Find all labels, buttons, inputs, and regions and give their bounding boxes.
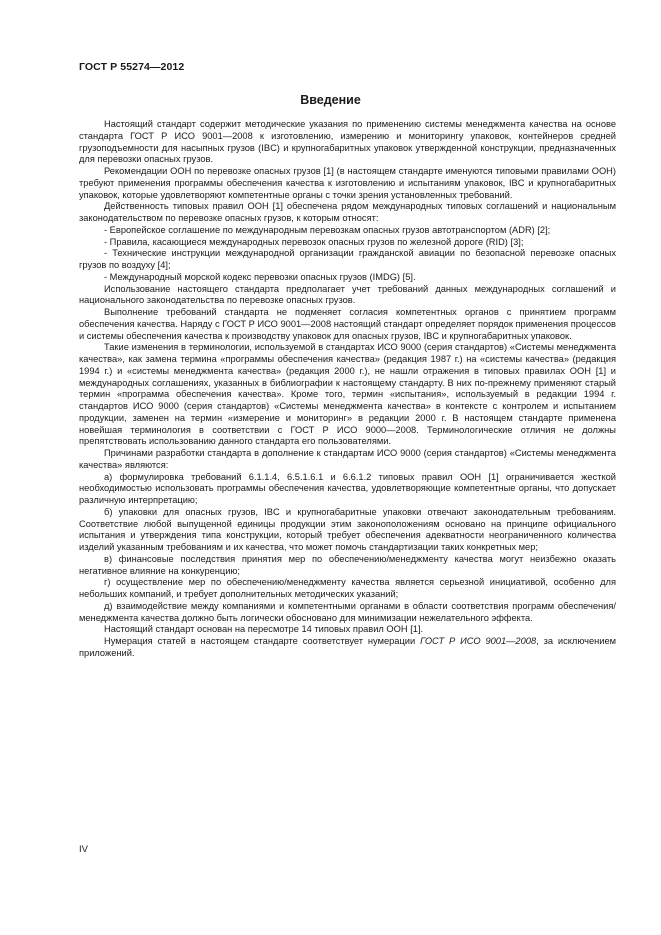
list-item: б) упаковки для опасных грузов, IBC и крупногабаритные упаковки отвечают законодательным требованиям. Соответствие любой выпущенной единицы продукции этим законоположениям основано на принципе официального испытания и утверждения типа конструкции, который требует обеспечения адекватности неограниченного количества изделий указанным требованиям и их качества, что может помочь стандартизации таких конкретных мер; bbox=[79, 506, 616, 552]
paragraph: Использование настоящего стандарта предполагает учет требований данных международных соглашений и национального законодательства по перевозке опасных грузов. bbox=[79, 283, 616, 306]
list-item: в) финансовые последствия принятия мер по обеспечению/менеджменту качества могут неизбежно оказать негативное влияние на конкуренцию; bbox=[79, 553, 616, 576]
list-item: г) осуществление мер по обеспечению/менеджменту качества является серьезной инициативой, особенно для небольших компаний, и требует дополнительных методических указаний; bbox=[79, 577, 616, 599]
list-item: - Международный морской кодекс перевозки опасных грузов (IMDG) [5]. bbox=[104, 271, 416, 282]
list-item: - Европейское соглашение по международным перевозкам опасных грузов автотранспортом (ADR) [2]; bbox=[104, 224, 551, 235]
paragraph: Действенность типовых правил ООН [1] обеспечена рядом международных типовых соглашений и национальным законодательством по перевозке опасных грузов, к которым относят: bbox=[79, 201, 616, 223]
numbering-note-tail: , за исключением приложений. bbox=[79, 636, 617, 658]
standard-reference: ГОСТ Р ИСО 9001—2008 bbox=[420, 636, 537, 646]
paragraph: Такие изменения в терминологии, используемой в стандартах ИСО 9000 (серия стандартов) «Системы менеджмента качества», как замена термина «программы обеспечения качества» (редакция 1987 г.) на «системы качества» (редакция 1994 г.) и «системы менеджмента качества» (редакция 2000 г.), не нашли отражения в типовых правилах ООН [1] и международных соглашениях, указанных в библиографии к настоящему стандарту. В них по-прежнему применяют старый термин «программа обеспечения качества». Кроме того, термин «испытания», используемый в редакции 1994 г. стандартов ИСО 9000 (серия стандартов) «Системы менеджмента качества» в контексте с контролем и испытанием продукции, заменен на термин «измерение и мониторинг» в редакции 2000 г. В настоящем стандарте применена новейшая терминология в соответствии с ГОСТ Р ИСО 9000—2008. Терминологические отличия не должны препятствовать использованию данного стандарта его пользователями. bbox=[79, 342, 616, 447]
paragraph: Настоящий стандарт основан на пересмотре 14 типовых правил ООН [1]. bbox=[104, 624, 424, 635]
section-title: Введение bbox=[300, 93, 361, 107]
numbering-note-text: Нумерация статей в настоящем стандарте соответствует нумерации bbox=[104, 636, 421, 646]
introduction-body bbox=[79, 119, 616, 660]
paragraph: Рекомендации ООН по перевозке опасных грузов [1] (в настоящем стандарте именуются типовыми правилами ООН) требуют применения программы обеспечения качества к изготовлению и испытаниям упаковок, IBC и крупногабаритных упаковок, которые удовлетворяют компетентные органы с точки зрения установленных требований. bbox=[79, 166, 616, 200]
paragraph: Настоящий стандарт содержит методические указания по применению системы менеджмента качества на основе стандарта ГОСТ Р ИСО 9001—2008 к изготовлению, измерению и мониторингу упаковок, контейнеров средней грузоподъемности для насыпных грузов (IBC) и крупногабаритных упаковок утвержденной конструкции, предназначенных для перевозки опасных грузов. bbox=[79, 119, 616, 165]
list-item: д) взаимодействие между компаниями и компетентными органами в области соответствия программ обеспечения/менеджмента качества должно быть логически обосновано для минимизации нежелательного эффекта. bbox=[79, 600, 616, 623]
list-item: а) формулировка требований 6.1.1.4, 6.5.1.6.1 и 6.6.1.2 типовых правил ООН [1] ограничивается жесткой необходимостью использовать программы обеспечения качества, удовлетворяющие компетентные органы, что допускает различную интерпретацию; bbox=[79, 471, 616, 505]
list-item: - Правила, касающиеся международных перевозок опасных грузов по железной дороге (RID) [3]; bbox=[104, 236, 524, 247]
paragraph-numbering-note bbox=[79, 636, 616, 660]
document-code-header: ГОСТ Р 55274—2012 bbox=[79, 61, 185, 73]
paragraph: Причинами разработки стандарта в дополнение к стандартам ИСО 9000 (серия стандартов) «Системы менеджмента качества» являются: bbox=[79, 448, 616, 470]
list-item: - Технические инструкции международной организации гражданской авиации по безопасной перевозке опасных грузов по воздуху [4]; bbox=[79, 248, 616, 270]
paragraph: Выполнение требований стандарта не подменяет согласия компетентных органов с принятием программ обеспечения качества. Наряду с ГОСТ Р ИСО 9001—2008 настоящий стандарт определяет порядок применения процессов и системы обеспечения качества к производству упаковок для опасных грузов, IBC и крупногабаритных упаковок. bbox=[79, 307, 616, 341]
page-number: IV bbox=[79, 844, 88, 855]
